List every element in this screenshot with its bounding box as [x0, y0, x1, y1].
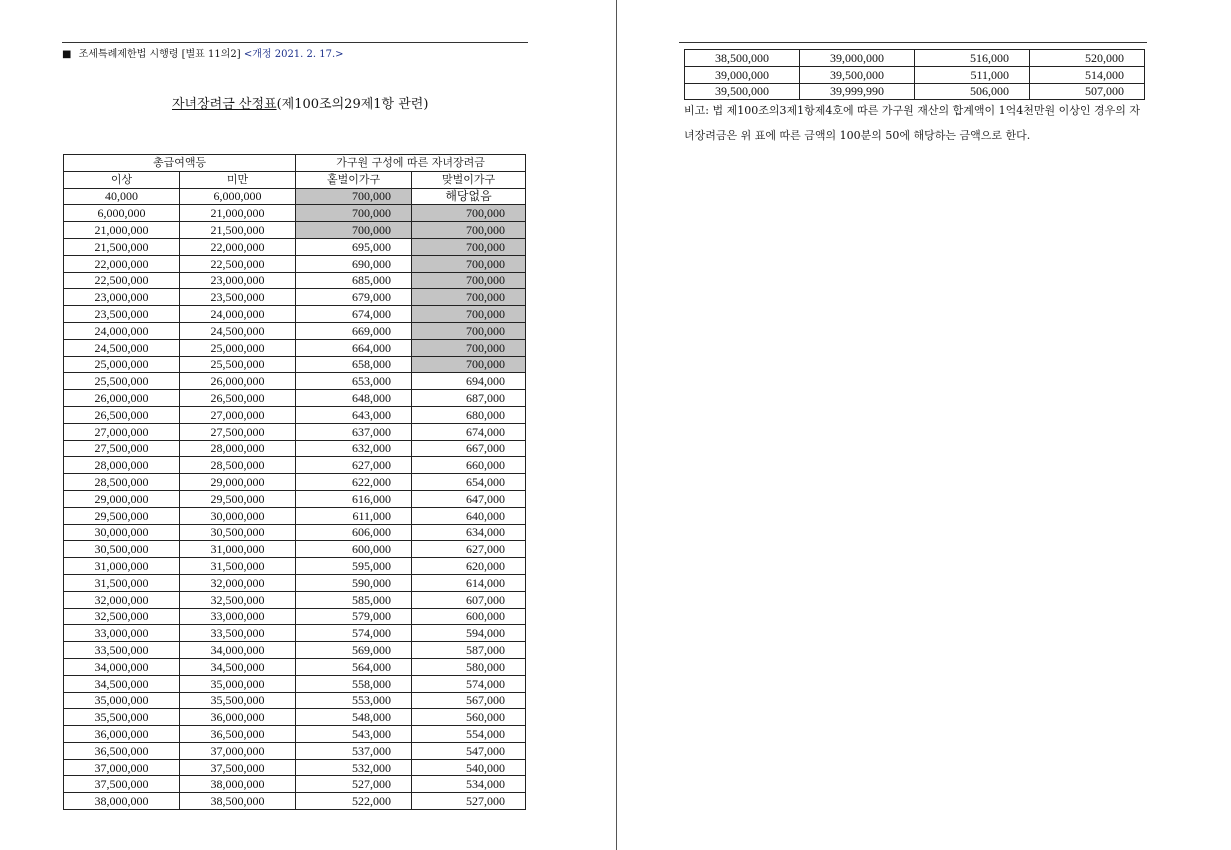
- cell-single-earner: 553,000: [296, 692, 412, 709]
- table-row: [64, 339, 526, 356]
- document-header: [62, 45, 344, 60]
- cell-income-from: 21,500,000: [64, 238, 180, 255]
- cell-dual-earner: 674,000: [412, 423, 526, 440]
- table-row: [64, 726, 526, 743]
- cell-single-earner: 685,000: [296, 272, 412, 289]
- table-row: [64, 205, 526, 222]
- cell-income-to: 37,000,000: [180, 742, 296, 759]
- cell-income-from: 38,000,000: [64, 793, 180, 810]
- cell-single-earner: 622,000: [296, 474, 412, 491]
- cell-income-from: 32,500,000: [64, 608, 180, 625]
- table-row: [64, 776, 526, 793]
- cell-income-to: 25,000,000: [180, 339, 296, 356]
- table-row: [64, 692, 526, 709]
- cell-single-earner: 695,000: [296, 238, 412, 255]
- cell-single-earner: 627,000: [296, 457, 412, 474]
- title-reference: (제100조의29제1항 관련): [276, 97, 429, 112]
- cell-dual-earner: 687,000: [412, 390, 526, 407]
- table-row: [64, 238, 526, 255]
- table-row: [64, 289, 526, 306]
- cell-dual-earner: 700,000: [412, 322, 526, 339]
- cell-dual-earner: 700,000: [412, 289, 526, 306]
- cell-income-from: 28,000,000: [64, 457, 180, 474]
- cell-income-from: 38,500,000: [685, 50, 800, 67]
- cell-income-from: 26,500,000: [64, 406, 180, 423]
- cell-dual-earner: 640,000: [412, 507, 526, 524]
- cell-income-to: 21,500,000: [180, 222, 296, 239]
- cell-income-from: 27,000,000: [64, 423, 180, 440]
- cell-single-earner: 506,000: [915, 83, 1030, 100]
- cell-income-to: 32,500,000: [180, 591, 296, 608]
- cell-income-to: 29,000,000: [180, 474, 296, 491]
- table-row: [64, 423, 526, 440]
- cell-income-to: 35,500,000: [180, 692, 296, 709]
- cell-income-from: 31,500,000: [64, 574, 180, 591]
- column-header-from: 이상: [64, 171, 180, 188]
- cell-dual-earner: 507,000: [1030, 83, 1145, 100]
- cell-dual-earner: 700,000: [412, 272, 526, 289]
- cell-income-from: 24,000,000: [64, 322, 180, 339]
- header-rule: [62, 42, 528, 43]
- group-header-allowance: 가구원 구성에 따른 자녀장려금: [296, 155, 526, 172]
- table-row: [64, 306, 526, 323]
- cell-single-earner: 669,000: [296, 322, 412, 339]
- table-row: [64, 222, 526, 239]
- cell-income-to: 23,000,000: [180, 272, 296, 289]
- cell-single-earner: 600,000: [296, 541, 412, 558]
- cell-income-from: 37,500,000: [64, 776, 180, 793]
- cell-single-earner: 543,000: [296, 726, 412, 743]
- header-marker: ■: [62, 49, 72, 60]
- cell-income-from: 23,000,000: [64, 289, 180, 306]
- table-row: [64, 373, 526, 390]
- cell-income-from: 29,500,000: [64, 507, 180, 524]
- cell-income-from: 30,500,000: [64, 541, 180, 558]
- cell-income-from: 22,500,000: [64, 272, 180, 289]
- cell-single-earner: 679,000: [296, 289, 412, 306]
- cell-single-earner: 648,000: [296, 390, 412, 407]
- cell-dual-earner: 614,000: [412, 574, 526, 591]
- cell-dual-earner: 580,000: [412, 658, 526, 675]
- cell-income-to: 30,000,000: [180, 507, 296, 524]
- cell-single-earner: 548,000: [296, 709, 412, 726]
- cell-income-from: 22,000,000: [64, 255, 180, 272]
- cell-dual-earner: 694,000: [412, 373, 526, 390]
- cell-income-from: 33,000,000: [64, 625, 180, 642]
- cell-dual-earner: 660,000: [412, 457, 526, 474]
- cell-dual-earner: 540,000: [412, 759, 526, 776]
- table-row: [64, 642, 526, 659]
- cell-single-earner: 585,000: [296, 591, 412, 608]
- cell-single-earner: 700,000: [296, 205, 412, 222]
- cell-income-to: 30,500,000: [180, 524, 296, 541]
- cell-dual-earner: 554,000: [412, 726, 526, 743]
- cell-dual-earner: 514,000: [1030, 66, 1145, 83]
- cell-income-from: 6,000,000: [64, 205, 180, 222]
- cell-income-to: 32,000,000: [180, 574, 296, 591]
- table-row: [64, 658, 526, 675]
- cell-income-from: 31,000,000: [64, 558, 180, 575]
- cell-income-from: 25,000,000: [64, 356, 180, 373]
- table-row: [685, 50, 1145, 67]
- cell-income-from: 23,500,000: [64, 306, 180, 323]
- column-header-to: 미만: [180, 171, 296, 188]
- cell-single-earner: 516,000: [915, 50, 1030, 67]
- cell-income-from: 40,000: [64, 188, 180, 205]
- cell-dual-earner: 534,000: [412, 776, 526, 793]
- cell-single-earner: 532,000: [296, 759, 412, 776]
- cell-dual-earner: 700,000: [412, 255, 526, 272]
- cell-income-to: 21,000,000: [180, 205, 296, 222]
- table-row: [64, 524, 526, 541]
- cell-single-earner: 511,000: [915, 66, 1030, 83]
- cell-single-earner: 674,000: [296, 306, 412, 323]
- table-row: [64, 709, 526, 726]
- cell-income-from: 39,500,000: [685, 83, 800, 100]
- cell-dual-earner: 547,000: [412, 742, 526, 759]
- cell-income-from: 32,000,000: [64, 591, 180, 608]
- cell-income-from: 37,000,000: [64, 759, 180, 776]
- cell-income-to: 38,500,000: [180, 793, 296, 810]
- cell-dual-earner: 700,000: [412, 222, 526, 239]
- cell-income-to: 29,500,000: [180, 490, 296, 507]
- cell-single-earner: 632,000: [296, 440, 412, 457]
- column-header-dual: 맞벌이가구: [412, 171, 526, 188]
- table-row: [64, 541, 526, 558]
- cell-single-earner: 564,000: [296, 658, 412, 675]
- cell-dual-earner: 627,000: [412, 541, 526, 558]
- cell-income-to: 39,999,990: [800, 83, 915, 100]
- table-row: [64, 322, 526, 339]
- cell-income-from: 21,000,000: [64, 222, 180, 239]
- cell-income-from: 30,000,000: [64, 524, 180, 541]
- group-header-income: 총급여액등: [64, 155, 296, 172]
- cell-income-to: 27,000,000: [180, 406, 296, 423]
- cell-income-to: 26,000,000: [180, 373, 296, 390]
- cell-income-from: 39,000,000: [685, 66, 800, 83]
- table-row: [64, 793, 526, 810]
- column-header-row: [64, 171, 526, 188]
- cell-income-to: 28,000,000: [180, 440, 296, 457]
- table-row: [64, 742, 526, 759]
- header-rule-right: [679, 42, 1147, 43]
- cell-single-earner: 658,000: [296, 356, 412, 373]
- cell-dual-earner: 700,000: [412, 356, 526, 373]
- cell-income-from: 27,500,000: [64, 440, 180, 457]
- group-header-row: [64, 155, 526, 172]
- cell-income-from: 33,500,000: [64, 642, 180, 659]
- cell-single-earner: 700,000: [296, 188, 412, 205]
- table-row: [64, 356, 526, 373]
- cell-income-to: 28,500,000: [180, 457, 296, 474]
- cell-dual-earner: 587,000: [412, 642, 526, 659]
- cell-income-from: 36,500,000: [64, 742, 180, 759]
- cell-income-to: 25,500,000: [180, 356, 296, 373]
- cell-dual-earner: 560,000: [412, 709, 526, 726]
- table-row: [64, 591, 526, 608]
- cell-income-to: 35,000,000: [180, 675, 296, 692]
- cell-income-from: 25,500,000: [64, 373, 180, 390]
- cell-single-earner: 643,000: [296, 406, 412, 423]
- cell-single-earner: 574,000: [296, 625, 412, 642]
- cell-dual-earner: 667,000: [412, 440, 526, 457]
- cell-income-to: 33,500,000: [180, 625, 296, 642]
- cell-dual-earner: 567,000: [412, 692, 526, 709]
- cell-single-earner: 522,000: [296, 793, 412, 810]
- cell-single-earner: 611,000: [296, 507, 412, 524]
- document-title: [172, 93, 428, 112]
- table-row: [64, 507, 526, 524]
- cell-income-to: 22,000,000: [180, 238, 296, 255]
- cell-single-earner: 590,000: [296, 574, 412, 591]
- cell-income-from: 36,000,000: [64, 726, 180, 743]
- cell-income-to: 33,000,000: [180, 608, 296, 625]
- table-row: [64, 474, 526, 491]
- table-row: [64, 759, 526, 776]
- cell-dual-earner: 654,000: [412, 474, 526, 491]
- cell-income-to: 6,000,000: [180, 188, 296, 205]
- amendment-date: <개정 2021. 2. 17.>: [243, 49, 344, 60]
- cell-single-earner: 606,000: [296, 524, 412, 541]
- table-row: [64, 406, 526, 423]
- cell-income-to: 36,000,000: [180, 709, 296, 726]
- cell-income-to: 31,500,000: [180, 558, 296, 575]
- table-row: [64, 440, 526, 457]
- cell-income-to: 38,000,000: [180, 776, 296, 793]
- cell-single-earner: 700,000: [296, 222, 412, 239]
- title-main: 자녀장려금 산정표: [172, 97, 277, 112]
- cell-dual-earner: 700,000: [412, 306, 526, 323]
- table-row: [64, 188, 526, 205]
- cell-single-earner: 558,000: [296, 675, 412, 692]
- cell-dual-earner: 해당없음: [412, 188, 526, 205]
- cell-dual-earner: 700,000: [412, 339, 526, 356]
- cell-income-to: 22,500,000: [180, 255, 296, 272]
- cell-income-from: 29,000,000: [64, 490, 180, 507]
- cell-dual-earner: 680,000: [412, 406, 526, 423]
- cell-dual-earner: 634,000: [412, 524, 526, 541]
- table-row: [64, 272, 526, 289]
- cell-single-earner: 595,000: [296, 558, 412, 575]
- cell-dual-earner: 647,000: [412, 490, 526, 507]
- cell-dual-earner: 620,000: [412, 558, 526, 575]
- cell-income-to: 31,000,000: [180, 541, 296, 558]
- cell-income-to: 37,500,000: [180, 759, 296, 776]
- cell-income-from: 28,500,000: [64, 474, 180, 491]
- cell-dual-earner: 527,000: [412, 793, 526, 810]
- table-row: [64, 490, 526, 507]
- cell-dual-earner: 607,000: [412, 591, 526, 608]
- cell-income-to: 26,500,000: [180, 390, 296, 407]
- cell-dual-earner: 594,000: [412, 625, 526, 642]
- cell-income-to: 24,500,000: [180, 322, 296, 339]
- cell-dual-earner: 520,000: [1030, 50, 1145, 67]
- cell-income-to: 39,500,000: [800, 66, 915, 83]
- header-text: 조세특례제한법 시행령 [별표 11의2]: [78, 49, 241, 60]
- table-row: [64, 625, 526, 642]
- cell-income-to: 34,000,000: [180, 642, 296, 659]
- cell-dual-earner: 600,000: [412, 608, 526, 625]
- cell-dual-earner: 700,000: [412, 238, 526, 255]
- cell-single-earner: 637,000: [296, 423, 412, 440]
- table-row: [64, 390, 526, 407]
- cell-single-earner: 537,000: [296, 742, 412, 759]
- note-text: 비고: 법 제100조의3제1항제4호에 따른 가구원 재산의 합계액이 1억4천만원 이상인 경우의 자녀장려금은 위 표에 따른 금액의 100분의 50에 해당하는 금액으로 한다.: [684, 104, 1140, 142]
- table-row: [64, 457, 526, 474]
- cell-income-to: 27,500,000: [180, 423, 296, 440]
- page-divider: [616, 0, 617, 850]
- cell-single-earner: 527,000: [296, 776, 412, 793]
- table-row: [64, 608, 526, 625]
- cell-income-from: 24,500,000: [64, 339, 180, 356]
- cell-income-from: 35,500,000: [64, 709, 180, 726]
- table-row: [64, 675, 526, 692]
- cell-dual-earner: 700,000: [412, 205, 526, 222]
- cell-single-earner: 653,000: [296, 373, 412, 390]
- cell-single-earner: 690,000: [296, 255, 412, 272]
- cell-single-earner: 616,000: [296, 490, 412, 507]
- cell-single-earner: 569,000: [296, 642, 412, 659]
- table-row: [64, 574, 526, 591]
- cell-dual-earner: 574,000: [412, 675, 526, 692]
- table-row: [64, 558, 526, 575]
- cell-income-from: 26,000,000: [64, 390, 180, 407]
- cell-income-to: 34,500,000: [180, 658, 296, 675]
- allowance-table: [63, 154, 526, 810]
- cell-income-from: 34,000,000: [64, 658, 180, 675]
- cell-single-earner: 664,000: [296, 339, 412, 356]
- cell-income-to: 23,500,000: [180, 289, 296, 306]
- cell-income-to: 36,500,000: [180, 726, 296, 743]
- allowance-table-continued: [684, 49, 1145, 100]
- column-header-single: 홑벌이가구: [296, 171, 412, 188]
- cell-income-from: 34,500,000: [64, 675, 180, 692]
- cell-income-to: 24,000,000: [180, 306, 296, 323]
- cell-single-earner: 579,000: [296, 608, 412, 625]
- cell-income-from: 35,000,000: [64, 692, 180, 709]
- cell-income-to: 39,000,000: [800, 50, 915, 67]
- table-row: [64, 255, 526, 272]
- table-row: [685, 66, 1145, 83]
